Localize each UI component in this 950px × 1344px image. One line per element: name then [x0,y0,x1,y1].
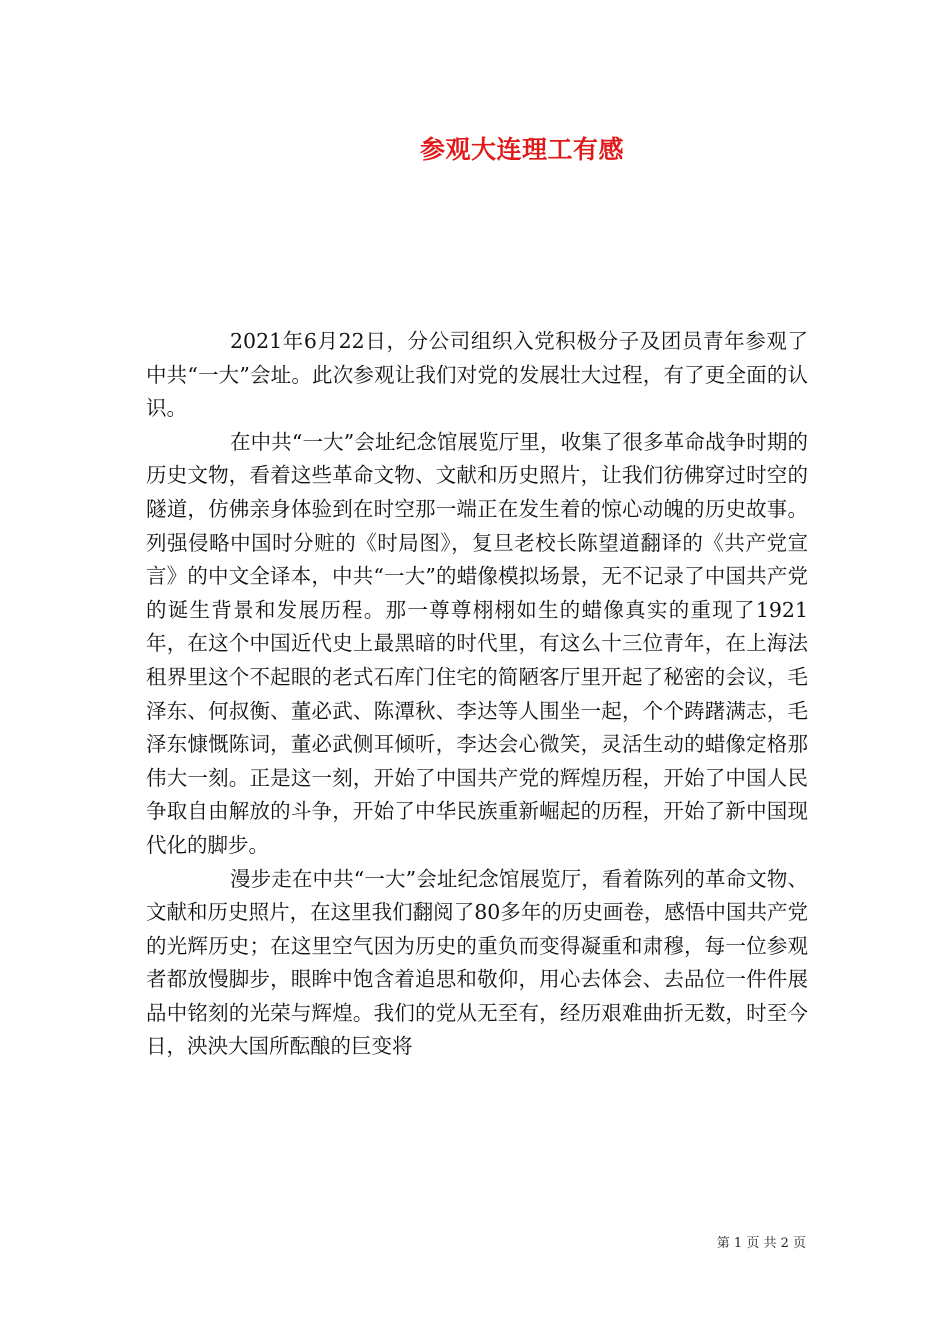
page-number-footer: 第 1 页 共 2 页 [716,1236,806,1251]
document-body [146,325,808,1064]
paragraph-3: 漫步走在中共“一大”会址纪念馆展览厅，看着陈列的革命文物、文献和历史照片，在这里我们翻阅了80多年的历史画卷，感悟中国共产党的光辉历史；在这里空气因为历史的重负而变得凝重和肃穆，每一位参观者都放慢脚步，眼眸中饱含着追思和敬仰，用心去体会、去品位一件件展品中铭刻的光荣与辉煌。我们的党从无至有，经历艰难曲折无数，时至今日，泱泱大国所酝酿的巨变将 [146,866,808,1059]
document-title: 参观大连理工有感 [420,135,625,164]
paragraph-2: 在中共“一大”会址纪念馆展览厅里，收集了很多革命战争时期的历史文物，看着这些革命文物、文献和历史照片，让我们彷佛穿过时空的隧道，仿佛亲身体验到在时空那一端正在发生着的惊心动魄的历史故事。列强侵略中国时分赃的《时局图》，复旦老校长陈望道翻译的《共产党宣言》的中文全译本，中共“一大”的蜡像模拟场景，无不记录了中国共产党的诞生背景和发展历程。那一尊尊栩栩如生的蜡像真实的重现了1921年，在这个中国近代史上最黑暗的时代里，有这么十三位青年，在上海法租界里这个不起眼的老式石库门住宅的简陋客厅里开起了秘密的会议，毛泽东、何叔衡、董必武、陈潭秋、李达等人围坐一起，个个踌躇满志，毛泽东慷慨陈词，董必武侧耳倾听，李达会心微笑，灵活生动的蜡像定格那伟大一刻。正是这一刻，开始了中国共产党的辉煌历程，开始了中国人民争取自由解放的斗争，开始了中华民族重新崛起的历程，开始了新中国现代化的脚步。 [146,429,808,857]
paragraph-1: 2021年6月22日，分公司组织入党积极分子及团员青年参观了中共“一大”会址。此次参观让我们对党的发展壮大过程，有了更全面的认识。 [146,329,808,421]
